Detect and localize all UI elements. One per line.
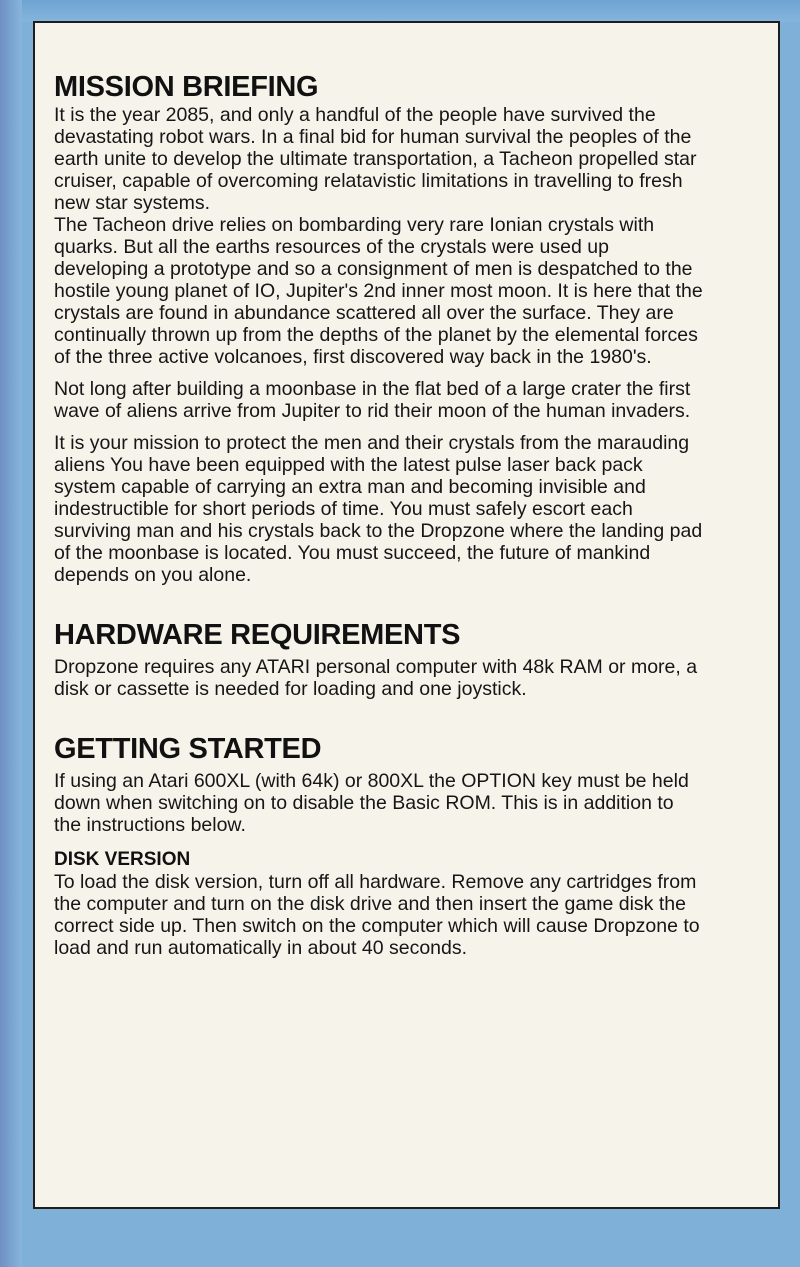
mission-paragraph-2: The Tacheon drive relies on bombarding very rare Ionian crystals with quarks. But all the earths resources of the crystals were used up developing a prototype and so a consignment of men is despatched to the hostile young planet of IO, Jupiter's 2nd inner most moon. It is here that the crystals are found in abundance scattered all over the surface. They are continually thrown up from the depths of the planet by the elemental forces of the three active volcanoes, first discovered way back in the 1980's. — [54, 214, 703, 368]
mission-paragraph-3: Not long after building a moonbase in the flat bed of a large crater the first wave of aliens arrive from Jupiter to rid their moon of the human invaders. — [54, 378, 691, 422]
cover-top-edge — [0, 0, 800, 22]
hardware-requirements-heading: HARDWARE REQUIREMENTS — [54, 619, 461, 651]
getting-started-text: If using an Atari 600XL (with 64k) or 800XL the OPTION key must be held down when switching on to disable the Basic ROM. This is in addition to the instructions below. — [54, 770, 689, 836]
mission-briefing-heading: MISSION BRIEFING — [54, 71, 319, 103]
hardware-requirements-section — [54, 618, 704, 700]
cover-left-strip — [0, 0, 22, 1267]
disk-version-heading: DISK VERSION — [54, 849, 191, 870]
disk-version-text: To load the disk version, turn off all hardware. Remove any cartridges from the computer and turn on the disk drive and then insert the game disk the correct side up. Then switch on the computer which will cause Dropzone to load and run automatically in about 40 seconds. — [54, 871, 700, 959]
mission-paragraph-1: It is the year 2085, and only a handful of the people have survived the devastating robot wars. In a final bid for human survival the peoples of the earth unite to develop the ultimate transportation, a Tacheon propelled star cruiser, capable of overcoming relatavistic limitations in travelling to fresh new star systems. — [54, 104, 697, 214]
instruction-content — [54, 42, 704, 959]
getting-started-heading: GETTING STARTED — [54, 733, 322, 765]
getting-started-section — [54, 732, 704, 836]
hardware-requirements-text: Dropzone requires any ATARI personal computer with 48k RAM or more, a disk or cassette is needed for loading and one joystick. — [54, 656, 698, 700]
mission-briefing-section — [54, 42, 704, 586]
disk-version-section — [54, 849, 704, 959]
mission-paragraph-4: It is your mission to protect the men and their crystals from the marauding aliens You have been equipped with the latest pulse laser back pack system capable of carrying an extra man and becoming invisible and indestructible for short periods of time. You must safely escort each surviving man and his crystals back to the Dropzone where the landing pad of the moonbase is located. You must succeed, the future of mankind depends on you alone. — [54, 432, 703, 586]
